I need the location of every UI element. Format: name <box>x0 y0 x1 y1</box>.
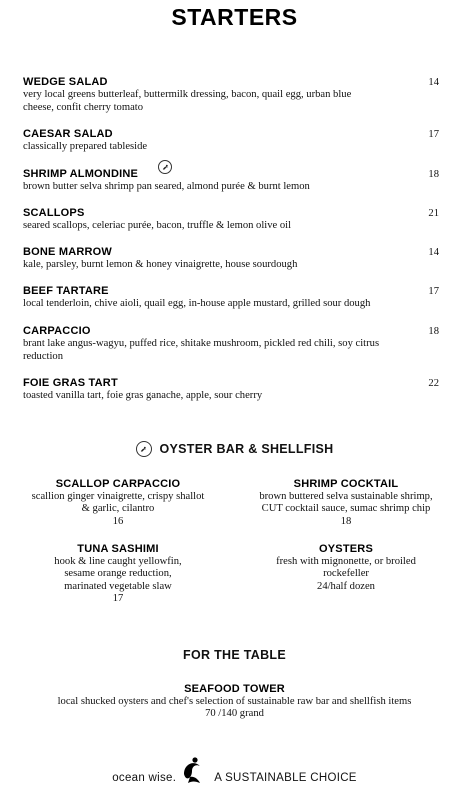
item-price: 18 <box>428 169 439 180</box>
item-name: WEDGE SALAD <box>23 76 108 88</box>
item-description-line: local shucked oysters and chef's selection of sustainable raw bar and shellfish items <box>57 696 412 707</box>
item-description: brant lake angus-wagyu, puffed rice, shitake mushroom, pickled red chili, soy citrus reduction <box>23 338 380 362</box>
item-price: 14 <box>428 247 439 258</box>
item-name: TUNA SASHIMI <box>77 543 159 555</box>
item-name: SCALLOPS <box>23 207 85 219</box>
menu-item <box>23 128 443 154</box>
item-price: 24/half dozen <box>317 580 375 592</box>
ocean-wise-footer <box>0 752 469 786</box>
seafood-tower-item <box>0 683 469 721</box>
item-price: 17 <box>112 593 124 605</box>
item-name: FOIE GRAS TART <box>23 377 118 389</box>
item-description: classically prepared tableside <box>23 141 148 152</box>
item-price: 14 <box>428 77 439 88</box>
item-name: SCALLOP CARPACCIO <box>55 478 181 490</box>
ocean-wise-logo-icon <box>180 752 204 786</box>
item-price: 22 <box>428 378 439 389</box>
tagline: A SUSTAINABLE CHOICE <box>214 772 357 784</box>
item-description: local tenderloin, chive aioli, quail egg, in-house apple mustard, grilled sour dough <box>23 298 371 309</box>
menu-item <box>23 377 443 403</box>
item-price: 18 <box>340 515 352 527</box>
item-name: SHRIMP ALMONDINE <box>23 168 139 180</box>
shellfish-item <box>14 543 222 606</box>
page-title: STARTERS <box>171 4 298 30</box>
item-name: SHRIMP COCKTAIL <box>293 478 399 490</box>
brand-name: ocean wise. <box>112 772 177 784</box>
item-description-line: hook & line caught yellowfin, <box>54 556 182 567</box>
menu-item <box>23 246 443 272</box>
menu-item <box>23 207 443 233</box>
item-price: 17 <box>428 286 439 297</box>
item-description-line: sesame orange reduction, <box>64 568 172 580</box>
item-name: CAESAR SALAD <box>23 128 113 140</box>
item-price: 18 <box>428 326 439 337</box>
item-description: very local greens butterleaf, buttermilk dressing, bacon, quail egg, urban blue cheese, confit cherry tomato <box>23 89 352 113</box>
item-price: 17 <box>428 129 439 140</box>
item-description-line: marinated vegetable slaw <box>64 580 172 592</box>
item-description-line: CUT cocktail sauce, sumac shrimp chip <box>261 503 431 515</box>
menu-item <box>23 325 443 363</box>
item-name: CARPACCIO <box>23 325 91 337</box>
item-description-line: rockefeller <box>323 568 369 580</box>
shellfish-item <box>14 478 222 528</box>
ocean-wise-icon <box>136 441 152 457</box>
item-description-line: scallion ginger vinaigrette, crispy shallot <box>31 491 205 502</box>
item-description-line: fresh with mignonette, or broiled <box>276 556 416 567</box>
item-description: toasted vanilla tart, foie gras ganache, apple, sour cherry <box>23 390 263 401</box>
item-description: brown butter selva shrimp pan seared, almond purée & burnt lemon <box>23 181 310 192</box>
for-the-table-heading: FOR THE TABLE <box>183 648 286 662</box>
item-price: 21 <box>428 208 439 219</box>
menu-item <box>23 285 443 311</box>
item-description: seared scallops, celeriac purée, bacon, truffle & lemon olive oil <box>23 220 292 231</box>
item-description-line: & garlic, cilantro <box>81 503 155 515</box>
section-title: OYSTER BAR & SHELLFISH <box>159 442 334 456</box>
menu-item <box>23 76 443 114</box>
item-description-line: brown buttered selva sustainable shrimp, <box>259 491 433 502</box>
menu-item <box>23 168 443 194</box>
item-name: SEAFOOD TOWER <box>184 683 285 695</box>
ocean-wise-icon <box>158 160 172 174</box>
item-price: 16 <box>112 515 124 527</box>
item-price: 70 /140 grand <box>205 708 264 720</box>
item-description: kale, parsley, burnt lemon & honey vinaigrette, house sourdough <box>23 259 298 270</box>
shellfish-item <box>240 543 452 593</box>
item-name: BEEF TARTARE <box>23 285 109 297</box>
item-name: BONE MARROW <box>23 246 112 258</box>
shellfish-item <box>240 478 452 528</box>
item-name: OYSTERS <box>319 543 373 555</box>
oyster-bar-heading <box>0 441 469 457</box>
